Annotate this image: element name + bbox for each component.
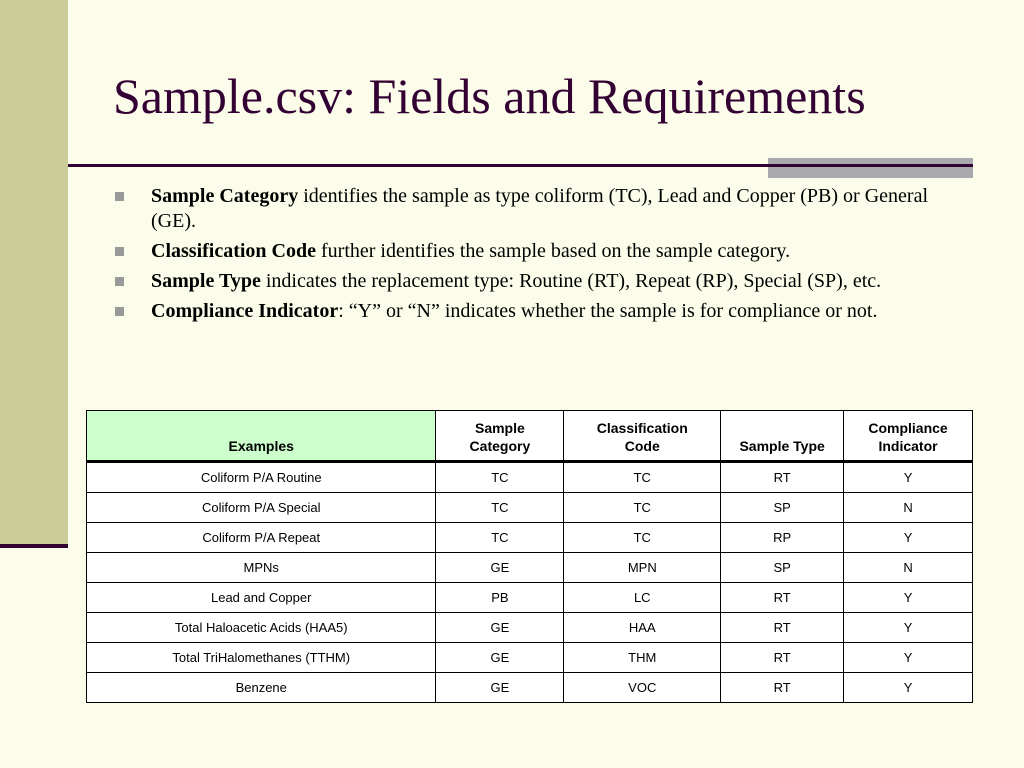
table-row <box>87 553 973 583</box>
cell-example: Coliform P/A Special <box>87 493 436 523</box>
slide-title: Sample.csv: Fields and Requirements <box>113 68 866 124</box>
cell-example: Lead and Copper <box>87 583 436 613</box>
bullet-item <box>110 239 970 264</box>
cell-sample-category: TC <box>436 462 564 493</box>
table-row <box>87 613 973 643</box>
bullet-item <box>110 184 970 234</box>
cell-sample-type: RP <box>721 523 844 553</box>
table-row <box>87 673 973 703</box>
header-compliance-indicator: Compliance Indicator <box>844 411 973 462</box>
bullet-text: identifies the sample as type coliform (TC), Lead and Copper (PB) or General (GE). <box>151 185 929 232</box>
table-row <box>87 583 973 613</box>
cell-compliance-indicator: N <box>844 553 973 583</box>
bullet-text: further identifies the sample based on the sample category. <box>316 240 791 262</box>
cell-classification-code: HAA <box>564 613 721 643</box>
bullet-term: Compliance Indicator <box>151 300 339 322</box>
cell-classification-code: MPN <box>564 553 721 583</box>
side-band <box>0 0 68 545</box>
bullet-term: Sample Category <box>151 185 299 207</box>
cell-compliance-indicator: Y <box>844 673 973 703</box>
table-row <box>87 493 973 523</box>
cell-classification-code: LC <box>564 583 721 613</box>
cell-compliance-indicator: Y <box>844 613 973 643</box>
bullet-term: Sample Type <box>151 270 261 292</box>
cell-sample-category: GE <box>436 553 564 583</box>
square-bullet-icon <box>115 247 124 256</box>
bullet-text: indicates the replacement type: Routine (RT), Repeat (RP), Special (SP), etc. <box>260 270 882 292</box>
table-row <box>87 643 973 673</box>
square-bullet-icon <box>115 307 124 316</box>
header-examples: Examples <box>87 411 436 462</box>
header-sample-type: Sample Type <box>721 411 844 462</box>
cell-compliance-indicator: Y <box>844 583 973 613</box>
cell-classification-code: TC <box>564 493 721 523</box>
cell-classification-code: THM <box>564 643 721 673</box>
cell-example: MPNs <box>87 553 436 583</box>
cell-sample-type: RT <box>721 613 844 643</box>
cell-classification-code: VOC <box>564 673 721 703</box>
cell-compliance-indicator: Y <box>844 462 973 493</box>
cell-sample-type: RT <box>721 673 844 703</box>
cell-example: Benzene <box>87 673 436 703</box>
square-bullet-icon <box>115 192 124 201</box>
cell-compliance-indicator: Y <box>844 523 973 553</box>
cell-sample-type: SP <box>721 553 844 583</box>
bullet-list <box>110 184 970 329</box>
cell-sample-type: RT <box>721 643 844 673</box>
cell-compliance-indicator: N <box>844 493 973 523</box>
cell-sample-category: GE <box>436 673 564 703</box>
cell-classification-code: TC <box>564 462 721 493</box>
cell-sample-category: TC <box>436 493 564 523</box>
cell-sample-category: GE <box>436 613 564 643</box>
cell-sample-category: GE <box>436 643 564 673</box>
cell-sample-category: TC <box>436 523 564 553</box>
examples-table <box>86 410 973 703</box>
header-classification-code: Classification Code <box>564 411 721 462</box>
cell-example: Coliform P/A Routine <box>87 462 436 493</box>
bullet-text: : “Y” or “N” indicates whether the sample is for compliance or not. <box>338 300 878 322</box>
bullet-item <box>110 269 970 294</box>
table-row <box>87 462 973 493</box>
bullet-term: Classification Code <box>151 240 316 262</box>
square-bullet-icon <box>115 277 124 286</box>
bullet-item <box>110 299 970 324</box>
table-header-row <box>87 411 973 462</box>
cell-example: Coliform P/A Repeat <box>87 523 436 553</box>
cell-sample-category: PB <box>436 583 564 613</box>
cell-compliance-indicator: Y <box>844 643 973 673</box>
cell-classification-code: TC <box>564 523 721 553</box>
title-rule-accent <box>768 158 973 178</box>
header-sample-category: Sample Category <box>436 411 564 462</box>
cell-sample-type: SP <box>721 493 844 523</box>
cell-example: Total Haloacetic Acids (HAA5) <box>87 613 436 643</box>
cell-sample-type: RT <box>721 462 844 493</box>
cell-sample-type: RT <box>721 583 844 613</box>
cell-example: Total TriHalomethanes (TTHM) <box>87 643 436 673</box>
side-band-underline <box>0 544 68 548</box>
table-row <box>87 523 973 553</box>
